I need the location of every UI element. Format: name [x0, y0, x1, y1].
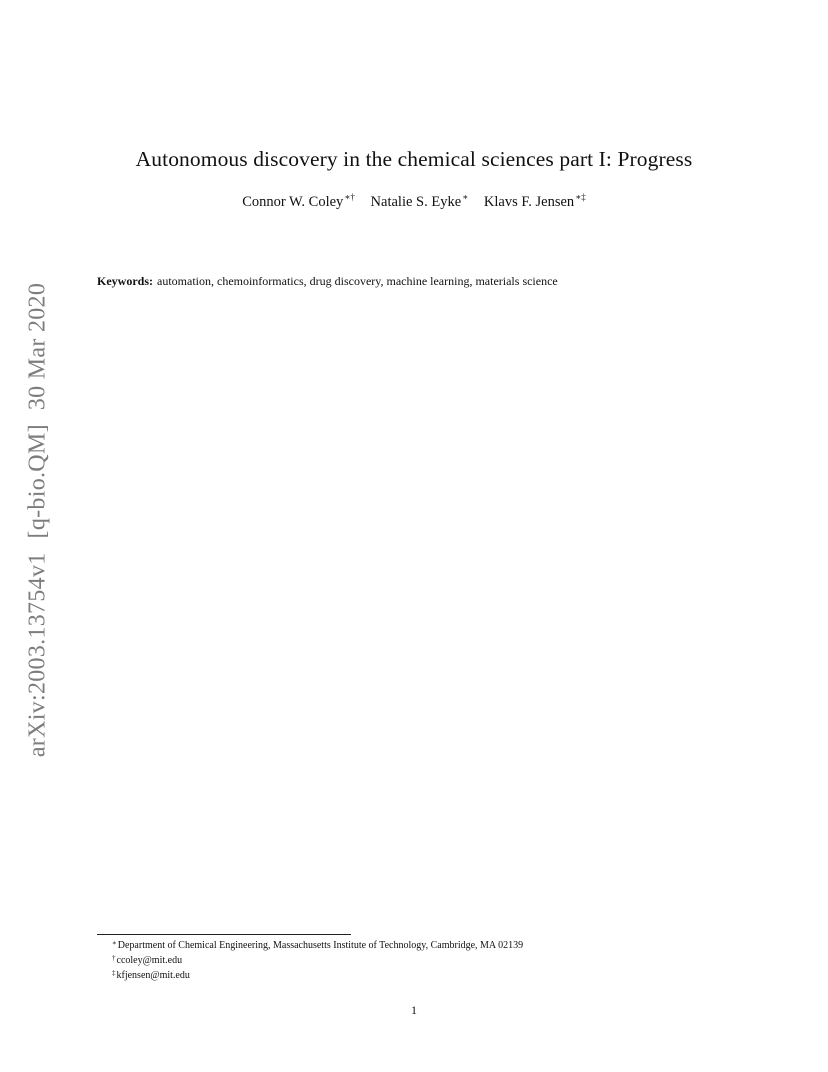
keywords-label: Keywords:	[97, 274, 153, 288]
paper-title: Autonomous discovery in the chemical sciences part I: Progress	[135, 147, 693, 171]
author-name: Klavs F. Jensen	[483, 194, 575, 210]
arxiv-id: arXiv:2003.13754v1	[24, 552, 51, 758]
footnote-text: ccoley@mit.edu	[116, 955, 183, 966]
footnote-mark: ∗	[112, 939, 117, 947]
arxiv-category: [q-bio.QM]	[24, 424, 51, 539]
footnote-divider	[97, 934, 351, 935]
author-name: Natalie S. Eyke	[370, 194, 462, 210]
author-list	[0, 192, 828, 211]
arxiv-side-stamp	[25, 283, 52, 757]
keywords-text: automation, chemoinformatics, drug discovery, machine learning, materials science	[157, 274, 558, 288]
arxiv-date: 30 Mar 2020	[24, 282, 51, 411]
keywords-line	[97, 274, 558, 289]
footnote-text: kfjensen@mit.edu	[116, 970, 190, 981]
footnotes	[112, 937, 523, 982]
author-2	[371, 192, 469, 211]
footnote-mark: †	[112, 954, 116, 962]
author-name: Connor W. Coley	[242, 194, 344, 210]
footnote-text: Department of Chemical Engineering, Massachusetts Institute of Technology, Cambridge, MA 02139	[117, 940, 524, 951]
author-3	[484, 192, 586, 211]
footnote-email-coley	[112, 952, 523, 967]
footnote-affiliation	[112, 937, 523, 952]
author-marks: ∗‡	[575, 192, 586, 202]
author-1	[242, 192, 355, 211]
footnote-email-jensen	[112, 967, 523, 982]
author-marks: ∗	[462, 192, 469, 202]
page-number: 1	[411, 1003, 417, 1017]
footnote-mark: ‡	[112, 969, 116, 977]
author-marks: ∗†	[344, 192, 355, 202]
